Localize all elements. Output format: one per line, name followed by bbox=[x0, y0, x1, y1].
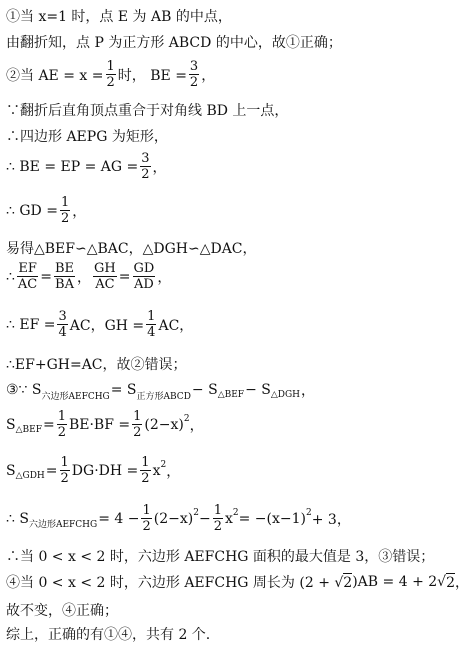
text: ， bbox=[72, 203, 87, 220]
fraction bbox=[54, 262, 75, 291]
similar-triangles bbox=[6, 238, 257, 258]
text: ∴ EF = bbox=[6, 316, 56, 333]
text: = bbox=[118, 268, 131, 285]
text: ②当 AE = x = bbox=[6, 67, 104, 84]
fraction bbox=[140, 456, 150, 485]
text: = S bbox=[110, 382, 137, 398]
superscript: 2 bbox=[160, 459, 167, 470]
step-4-perimeter bbox=[6, 572, 469, 592]
numerator: 3 bbox=[58, 309, 67, 324]
text: 由翻折知，点 P 为正方形 ABCD 的中心，故①正确； bbox=[6, 35, 342, 51]
text: )AB = 4 + 2√ bbox=[352, 574, 447, 590]
area-bef bbox=[6, 410, 204, 439]
numerator: 1 bbox=[60, 455, 69, 470]
superscript: 2 bbox=[232, 507, 239, 518]
step-2-conclusion bbox=[6, 354, 187, 374]
denominator: 2 bbox=[60, 471, 69, 486]
step-2-condition bbox=[6, 60, 215, 89]
radicand: 2 bbox=[343, 575, 353, 591]
hexagon-area-formula bbox=[6, 504, 351, 533]
step-1-conclusion bbox=[6, 32, 342, 52]
text: ∴EF+GH=AC，故②错误； bbox=[6, 357, 187, 373]
fraction bbox=[132, 410, 142, 439]
text: ， bbox=[166, 463, 181, 480]
numerator: 1 bbox=[147, 309, 156, 324]
superscript: 2 bbox=[306, 507, 312, 518]
text: 时， BE = bbox=[117, 67, 187, 84]
fraction bbox=[57, 410, 67, 439]
text: = −(x−1) bbox=[238, 510, 306, 527]
text: 易得△BEF∽△BAC，△DGH∽△DAC， bbox=[6, 241, 257, 257]
denominator: 4 bbox=[147, 325, 156, 340]
text: x bbox=[224, 510, 233, 527]
text: ∴ GD = bbox=[6, 202, 58, 219]
be-equation bbox=[6, 152, 167, 181]
text: ③∵ S bbox=[6, 382, 42, 398]
gd-equation bbox=[6, 196, 86, 225]
numerator: BE bbox=[55, 261, 75, 276]
text: ④当 0 < x < 2 时，六边形 AEFCHG 周长为 (2 + √ bbox=[6, 575, 344, 591]
numerator: 1 bbox=[142, 503, 151, 518]
fraction bbox=[189, 60, 199, 89]
text: + 3， bbox=[311, 511, 351, 528]
fraction bbox=[146, 310, 156, 339]
numerator: EF bbox=[18, 261, 37, 276]
fraction bbox=[106, 60, 116, 89]
text: − bbox=[198, 510, 211, 527]
text: ∴四边形 AEPG 为矩形， bbox=[6, 129, 168, 145]
text: = bbox=[40, 268, 52, 285]
numerator: 1 bbox=[60, 195, 70, 210]
text: = 4 − bbox=[98, 510, 140, 527]
text: − S bbox=[245, 382, 271, 398]
step-1-statement bbox=[6, 6, 232, 26]
text: (2−x) bbox=[144, 416, 184, 433]
text: BE·BF = bbox=[68, 416, 131, 433]
text: ， bbox=[301, 383, 316, 399]
denominator: 2 bbox=[106, 75, 115, 90]
denominator: 2 bbox=[189, 75, 199, 90]
text: = bbox=[42, 416, 55, 433]
text: AC，GH = bbox=[69, 317, 145, 334]
ef-gh-equation bbox=[6, 310, 193, 339]
denominator: 2 bbox=[142, 519, 151, 534]
text: ①当 x=1 时，点 E 为 AB 的中点， bbox=[6, 9, 232, 25]
area-gdh bbox=[6, 456, 180, 485]
text: DG·DH = bbox=[71, 462, 139, 479]
numerator: 1 bbox=[133, 409, 142, 424]
numerator: 3 bbox=[141, 151, 150, 166]
text: S bbox=[6, 462, 16, 479]
denominator: 4 bbox=[58, 325, 67, 340]
text: ， bbox=[157, 269, 172, 286]
text: = bbox=[45, 462, 58, 479]
text: ∴ S bbox=[6, 510, 29, 527]
fraction bbox=[140, 152, 150, 181]
denominator: 2 bbox=[133, 425, 142, 440]
numerator: 1 bbox=[106, 59, 115, 74]
step-3-conclusion bbox=[6, 546, 434, 566]
fraction bbox=[57, 310, 67, 339]
text: 故不变，④正确； bbox=[6, 603, 118, 619]
rectangle-conclusion bbox=[6, 126, 168, 146]
denominator: 2 bbox=[141, 471, 150, 486]
fraction bbox=[141, 504, 151, 533]
text: − S bbox=[191, 382, 218, 398]
fraction bbox=[213, 504, 223, 533]
text: ， bbox=[455, 575, 469, 591]
subscript: △BEF bbox=[217, 390, 245, 400]
radicand: 2 bbox=[446, 575, 455, 591]
superscript: 2 bbox=[193, 507, 199, 518]
text: x bbox=[152, 462, 161, 479]
numerator: GD bbox=[133, 261, 155, 276]
denominator: BA bbox=[55, 277, 74, 292]
text: ∴ bbox=[6, 268, 15, 285]
numerator: 1 bbox=[213, 503, 222, 518]
fraction bbox=[93, 262, 117, 291]
numerator: 1 bbox=[57, 409, 66, 424]
superscript: 2 bbox=[183, 413, 190, 424]
text: S bbox=[6, 416, 16, 433]
step-4-conclusion bbox=[6, 600, 118, 620]
subscript: 六边形AEFCHG bbox=[41, 391, 110, 402]
numerator: 1 bbox=[141, 455, 150, 470]
text: ， bbox=[201, 67, 216, 84]
denominator: AD bbox=[134, 277, 154, 292]
denominator: AC bbox=[95, 277, 115, 292]
subscript: 正方形ABCD bbox=[136, 391, 191, 402]
subscript: △BEF bbox=[15, 424, 42, 435]
text: AC， bbox=[158, 317, 194, 334]
ratio-equation bbox=[6, 262, 171, 291]
text: 综上，正确的有①④，共有 2 个. bbox=[6, 627, 211, 643]
fraction bbox=[60, 196, 70, 225]
fraction bbox=[60, 456, 70, 485]
text: ， bbox=[189, 417, 204, 434]
text: ， bbox=[77, 269, 92, 286]
subscript: △DGH bbox=[270, 390, 301, 400]
text: ∴ BE = EP = AG = bbox=[6, 158, 139, 175]
text: (2−x) bbox=[153, 510, 194, 527]
fraction bbox=[133, 262, 156, 291]
text: ∵翻折后直角顶点重合于对角线 BD 上一点， bbox=[6, 103, 289, 119]
denominator: 2 bbox=[60, 211, 70, 226]
denominator: 2 bbox=[213, 519, 222, 534]
text: ∴当 0 < x < 2 时，六边形 AEFCHG 面积的最大值是 3，③错误； bbox=[6, 549, 435, 565]
denominator: 2 bbox=[57, 425, 66, 440]
text: ， bbox=[152, 159, 167, 176]
fraction bbox=[17, 262, 38, 291]
final-summary bbox=[6, 624, 210, 644]
subscript: △GDH bbox=[15, 470, 45, 481]
fold-reason bbox=[6, 100, 288, 120]
denominator: 2 bbox=[141, 167, 150, 182]
subscript: 六边形AEFCHG bbox=[28, 520, 98, 530]
area-decomposition bbox=[6, 380, 315, 400]
numerator: GH bbox=[94, 261, 116, 276]
denominator: AC bbox=[17, 277, 38, 292]
numerator: 3 bbox=[189, 59, 199, 74]
